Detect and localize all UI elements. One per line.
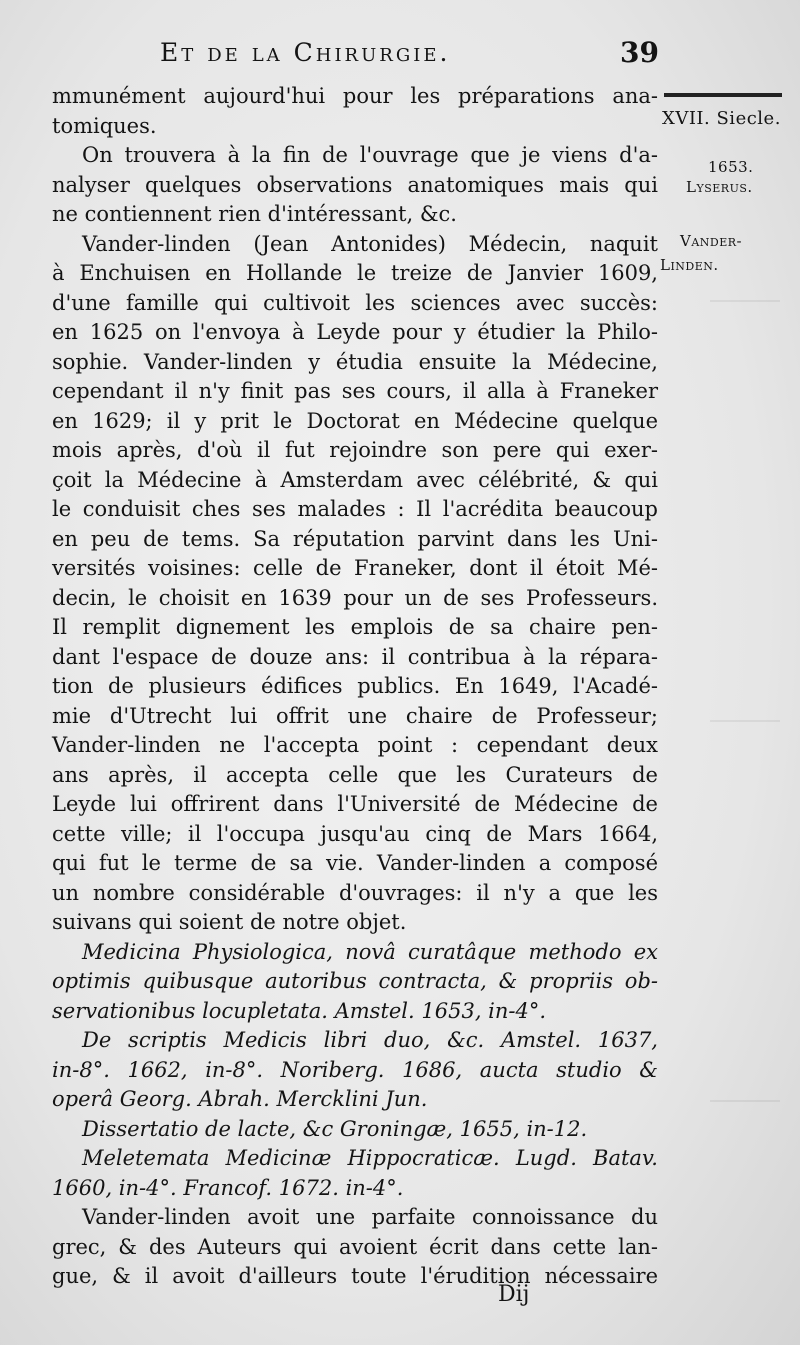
text-line: Il remplit dignement les emplois de sa chaire pen-	[52, 615, 658, 639]
text-line: in-8°. 1662, in-8°. Noriberg. 1686, aucta studio &	[52, 1057, 658, 1082]
text-line: à Enchuisen en Hollande le treize de Janvier 1609,	[52, 261, 658, 285]
text-line: en 1629; il y prit le Doctorat en Médecine quelque	[52, 408, 658, 433]
text-line: mie d'Utrecht lui offrit une chaire de Professeur;	[52, 703, 658, 728]
text-line: Leyde lui offrirent dans l'Université de Médecine de	[52, 792, 658, 816]
text-line: Vander-linden (Jean Antonides) Médecin, naquit	[82, 231, 658, 256]
text-line: mmunément aujourd'hui pour les préparations ana-	[52, 84, 658, 108]
text-line: optimis quibusque autoribus contracta, & propriis ob-	[52, 969, 658, 993]
text-line: ne contiennent rien d'intéressant, &c.	[52, 202, 457, 226]
text-line: en 1625 on l'envoya à Leyde pour y étudier la Philo-	[52, 320, 658, 344]
text-line: sophie. Vander-linden y étudia ensuite la Médecine,	[52, 349, 658, 374]
text-line: nalyser quelques observations anatomiques mais qui	[52, 172, 658, 197]
text-line: tion de plusieurs édifices publics. En 1649, l'Acadé-	[52, 674, 658, 698]
text-line: dant l'espace de douze ans: il contribua à la répara-	[52, 644, 658, 669]
text-line: versités voisines: celle de Franeker, dont il étoit Mé-	[52, 556, 658, 580]
text-line: cependant il n'y finit pas ses cours, il alla à Franeker	[52, 379, 658, 403]
text-line: Dissertatio de lacte, &c Groningæ, 1655, in-12.	[82, 1116, 588, 1141]
bleed-through-mark	[710, 720, 780, 722]
text-line: un nombre considérable d'ouvrages: il n'y a que les	[52, 880, 658, 905]
margin-note-lyserus: Lyserus.	[686, 178, 753, 196]
text-line: cette ville; il l'occupa jusqu'au cinq de Mars 1664,	[52, 821, 658, 846]
text-line: suivans qui soient de notre objet.	[52, 910, 407, 934]
body-text	[52, 82, 658, 1292]
margin-note-year: 1653.	[708, 158, 754, 176]
bleed-through-mark	[710, 300, 780, 302]
text-line: servationibus locupletata. Amstel. 1653, in-4°.	[52, 998, 547, 1023]
text-line: Vander-linden avoit une parfaite connoissance du	[82, 1205, 658, 1229]
text-line: mois après, d'où il fut rejoindre son pere qui exer-	[52, 438, 658, 462]
margin-note-vander: Vander-	[680, 232, 743, 250]
text-line: Vander-linden ne l'accepta point : cependant deux	[52, 733, 658, 757]
text-line: d'une famille qui cultivoit les sciences avec succès:	[52, 290, 658, 315]
text-line: gue, & il avoit d'ailleurs toute l'érudition nécessaire	[52, 1264, 658, 1288]
text-line: ans après, il accepta celle que les Curateurs de	[52, 762, 658, 787]
text-line: le conduisit ches ses malades : Il l'acrédita beaucoup	[52, 497, 658, 521]
text-line: çoit la Médecine à Amsterdam avec célébrité, & qui	[52, 467, 658, 492]
text-line: tomiques.	[52, 113, 157, 138]
text-line: operâ Georg. Abrah. Mercklini Jun.	[52, 1087, 428, 1111]
text-line: qui fut le terme de sa vie. Vander-linden a composé	[52, 851, 658, 875]
text-line: decin, le choisit en 1639 pour un de ses Professeurs.	[52, 585, 658, 610]
running-title: Et de la Chirurgie.	[160, 38, 451, 67]
bleed-through-mark	[710, 1100, 780, 1102]
margin-note-century: XVII. Siecle.	[662, 108, 781, 129]
text-line: Medicina Physiologica, novâ curatâque methodo ex	[82, 939, 658, 964]
text-line: On trouvera à la fin de l'ouvrage que je viens d'a-	[82, 143, 658, 167]
text-line: 1660, in-4°. Francof. 1672. in-4°.	[52, 1175, 404, 1200]
text-line: Meletemata Medicinæ Hippocraticæ. Lugd. Batav.	[82, 1146, 658, 1170]
text-line: en peu de tems. Sa réputation parvint dans les Uni-	[52, 526, 658, 551]
page-number: 39	[620, 36, 659, 69]
text-line: grec, & des Auteurs qui avoient écrit dans cette lan-	[52, 1234, 658, 1259]
margin-note-linden: Linden.	[660, 256, 719, 274]
signature-mark: Dij	[498, 1282, 530, 1307]
margin-rule	[664, 93, 782, 97]
text-line: De scriptis Medicis libri duo, &c. Amstel. 1637,	[82, 1028, 658, 1052]
